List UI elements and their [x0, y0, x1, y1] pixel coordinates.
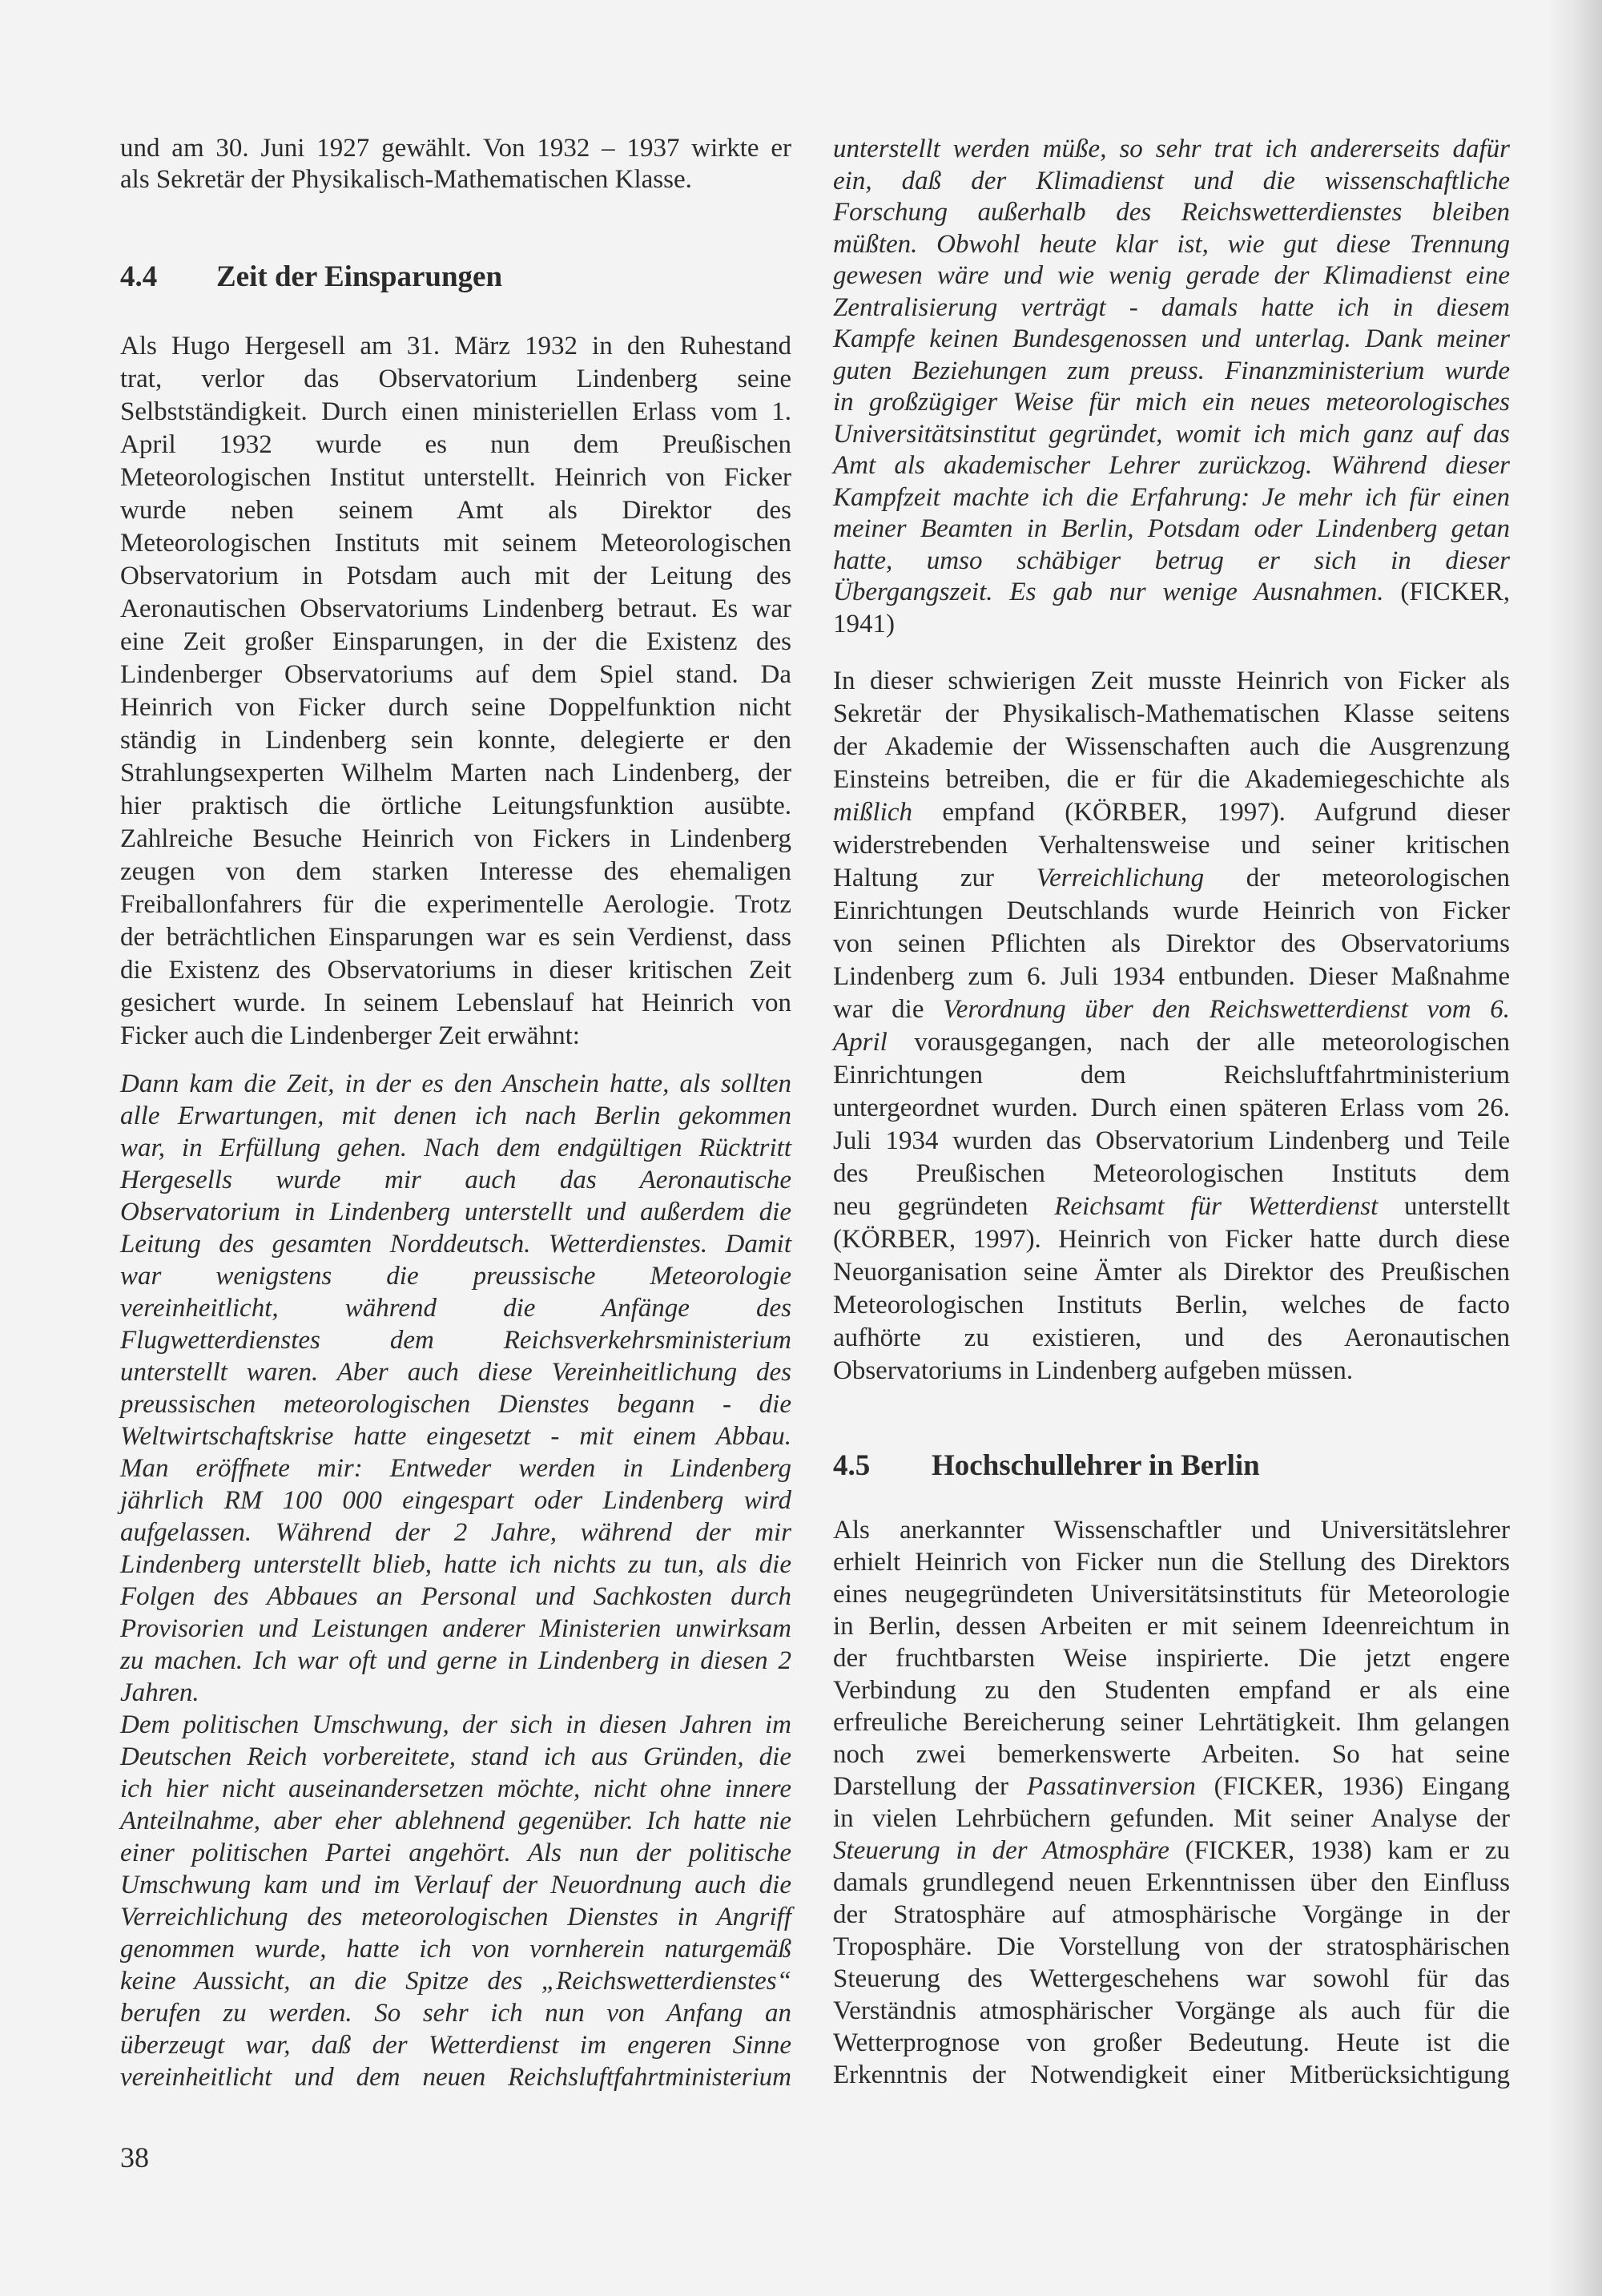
text-line: eine Zeit großer Einsparungen, in der die Existenz des: [120, 627, 791, 656]
emphasized-text: Passatinversion: [1026, 1772, 1196, 1801]
text-line: Verständnis atmosphärischer Vorgänge als auch für die: [833, 1996, 1510, 2025]
paragraph-einsparungen: [120, 330, 791, 1053]
text-line: Neuorganisation seine Ämter als Direktor des Preußischen: [833, 1258, 1510, 1287]
text-line: Erkenntnis der Notwendigkeit einer Mitberücksichtigung: [833, 2060, 1510, 2089]
text-line: in vielen Lehrbüchern gefunden. Mit seiner Analyse der: [833, 1804, 1510, 1833]
text-segment: (FICKER, 1938) kam er zu: [1169, 1836, 1510, 1865]
text-line: Lindenberg zum 6. Juli 1934 entbunden. Dieser Maßnahme: [833, 962, 1510, 991]
text-line: Kampfzeit machte ich die Erfahrung: Je mehr ich für einen: [833, 482, 1510, 512]
text-line: aufgelassen. Während der 2 Jahre, während der mir: [120, 1518, 791, 1547]
text-line: Zentralisierung verträgt - damals hatte ich in diesem: [833, 292, 1510, 322]
text-line: Weltwirtschaftskrise hatte eingesetzt - mit einem Abbau.: [120, 1422, 791, 1451]
text-line: damals grundlegend neuen Erkenntnissen über den Einfluss: [833, 1868, 1510, 1897]
text-line: [833, 609, 1510, 641]
section-heading-4-5: [833, 1448, 1510, 1484]
text-line: Sekretär der Physikalisch-Mathematischen Klasse seitens: [833, 699, 1510, 728]
text-line: vereinheitlicht, während die Anfänge des: [120, 1294, 791, 1323]
text-segment: Darstellung der: [833, 1772, 1027, 1801]
text-line: Troposphäre. Die Vorstellung von der stratosphärischen: [833, 1932, 1510, 1961]
text-line: [833, 1026, 1510, 1059]
text-line: Amt als akademischer Lehrer zurückzog. Während dieser: [833, 451, 1510, 480]
paragraph-intro: [120, 133, 791, 195]
text-line: [833, 1835, 1510, 1867]
text-segment: vorausgegangen, nach der alle meteorologischen: [887, 1028, 1510, 1057]
text-line: Lindenberg unterstellt blieb, hatte ich nichts zu tun, als die: [120, 1550, 791, 1579]
emphasized-text: 1941): [833, 609, 895, 638]
quote-ficker-part2: [120, 1709, 791, 2093]
text-line: Heinrich von Ficker durch seine Doppelfunktion nicht: [120, 693, 791, 722]
text-segment: neu gegründeten: [833, 1192, 1055, 1221]
paragraph-hochschullehrer: [833, 1514, 1510, 2091]
text-line: Meteorologischen Instituts mit seinem Meteorologischen: [120, 529, 791, 558]
text-line: alle Erwartungen, mit denen ich nach Berlin gekommen: [120, 1102, 791, 1130]
text-line: der Stratosphäre auf atmosphärische Vorgänge in der: [833, 1900, 1510, 1929]
text-line: in großzügiger Weise für mich ein neues meteorologisches: [833, 388, 1510, 417]
text-line: und am 30. Juni 1927 gewählt. Von 1932 – 1937 wirkte er: [120, 134, 791, 163]
text-line: berufen zu werden. So sehr ich nun von Anfang an: [120, 1999, 791, 2028]
text-line: Verbindung zu den Studenten empfand er als eine: [833, 1676, 1510, 1705]
text-line: Kampfe keinen Bundesgenossen und unterlag. Dank meiner: [833, 324, 1510, 353]
text-line: von seinen Pflichten als Direktor des Observatoriums: [833, 929, 1510, 958]
text-line: Umschwung kam und im Verlauf der Neuordnung auch die: [120, 1871, 791, 1899]
text-line: Meteorologischen Instituts Berlin, welches de facto: [833, 1291, 1510, 1319]
text-line: In dieser schwierigen Zeit musste Heinrich von Ficker als: [833, 667, 1510, 695]
text-line: war wenigstens die preussische Meteorologie: [120, 1262, 791, 1291]
text-line: untergeordnet wurden. Durch einen späteren Erlass vom 26.: [833, 1094, 1510, 1122]
text-line: erfreuliche Bereicherung seiner Lehrtätigkeit. Ihm gelangen: [833, 1708, 1510, 1737]
text-line: ich hier nicht auseinandersetzen möchte, nicht ohne innere: [120, 1774, 791, 1803]
text-line: Verreichlichung des meteorologischen Dienstes in Angriff: [120, 1903, 791, 1931]
text-line: guten Beziehungen zum preuss. Finanzministerium wurde: [833, 356, 1510, 385]
text-line: April 1932 wurde es nun dem Preußischen: [120, 430, 791, 459]
text-line: keine Aussicht, an die Spitze des „Reichswetterdienstes“: [120, 1967, 791, 1996]
text-line: Wetterprognose von großer Bedeutung. Heute ist die: [833, 2028, 1510, 2057]
text-line: einer politischen Partei angehört. Als nun der politische: [120, 1839, 791, 1867]
emphasized-text: April: [833, 1028, 888, 1057]
text-segment: Übergangszeit. Es gab nur wenige Ausnahmen.: [833, 578, 1384, 606]
page-number: 38: [120, 2141, 149, 2173]
text-line: Selbstständigkeit. Durch einen ministeriellen Erlass vom 1.: [120, 397, 791, 426]
quote-ficker-part1: [120, 1068, 791, 1709]
text-line: meiner Beamten in Berlin, Potsdam oder Lindenberg getan: [833, 514, 1510, 543]
text-line: Als anerkannter Wissenschaftler und Universitätslehrer: [833, 1516, 1510, 1545]
text-line: Aeronautischen Observatoriums Lindenberg betraut. Es war: [120, 594, 791, 623]
text-line: Folgen des Abbaues an Personal und Sachkosten durch: [120, 1582, 791, 1611]
text-line: Leitung des gesamten Norddeutsch. Wetterdienstes. Damit: [120, 1230, 791, 1259]
text-line: preussischen meteorologischen Dienstes begann - die: [120, 1390, 791, 1419]
section-title: Zeit der Einsparungen: [216, 260, 503, 293]
text-line: Steuerung des Wettergeschehens war sowohl für das: [833, 1964, 1510, 1993]
text-line: Hergesells wurde mir auch das Aeronautische: [120, 1166, 791, 1194]
text-line: Ficker auch die Lindenberger Zeit erwähnt:: [120, 1021, 580, 1050]
text-line: [833, 577, 1510, 609]
text-line: vereinheitlicht und dem neuen Reichsluftfahrtministerium: [120, 2063, 791, 2092]
text-line: jährlich RM 100 000 eingespart oder Lindenberg wird: [120, 1486, 791, 1515]
text-line: Einrichtungen dem Reichsluftfahrtministerium: [833, 1061, 1510, 1090]
text-line: Lindenberger Observatoriums auf dem Spiel stand. Da: [120, 660, 791, 689]
text-line: trat, verlor das Observatorium Lindenberg seine: [120, 365, 791, 393]
text-segment: der meteorologischen: [1204, 864, 1510, 892]
text-line: [833, 1770, 1510, 1803]
text-line: zeugen von dem starken Interesse des ehemaligen: [120, 857, 791, 886]
text-line: der beträchtlichen Einsparungen war es sein Verdienst, dass: [120, 923, 791, 952]
text-line: in Berlin, dessen Arbeiten er mit seinem Ideenreichtum in: [833, 1612, 1510, 1641]
text-line: Einrichtungen Deutschlands wurde Heinrich von Ficker: [833, 896, 1510, 925]
text-line: hatte, umso schäbiger betrug er sich in dieser: [833, 546, 1510, 575]
text-line: Meteorologischen Institut unterstellt. Heinrich von Ficker: [120, 463, 791, 492]
text-line: Dem politischen Umschwung, der sich in diesen Jahren im: [120, 1710, 791, 1739]
quote-ficker-continued: [833, 134, 1510, 640]
text-line: Provisorien und Leistungen anderer Ministerien unwirksam: [120, 1614, 791, 1643]
text-line: Einsteins betreiben, die er für die Akademiegeschichte als: [833, 765, 1510, 794]
text-segment: unterstellt: [1378, 1192, 1511, 1221]
text-line: der Akademie der Wissenschaften auch die Ausgrenzung: [833, 732, 1510, 761]
emphasized-text: Verreichlichung: [1036, 864, 1205, 892]
emphasized-text: mißlich: [833, 798, 912, 827]
text-line: eines neugegründeten Universitätsinstituts für Meteorologie: [833, 1580, 1510, 1609]
emphasized-text: Steuerung in der Atmosphäre: [833, 1836, 1169, 1865]
text-line: genommen wurde, hatte ich von vornherein naturgemäß: [120, 1935, 791, 1964]
text-line: die Existenz des Observatoriums in dieser kritischen Zeit: [120, 956, 791, 985]
text-line: Anteilnahme, aber eher ablehnend gegenüber. Ich hatte nie: [120, 1807, 791, 1835]
text-segment: war die: [833, 995, 944, 1024]
text-line: noch zwei bemerkenswerte Arbeiten. So hat seine: [833, 1740, 1510, 1769]
text-line: unterstellt werden müße, so sehr trat ich andererseits dafür: [833, 135, 1510, 163]
text-line: Jahren.: [120, 1678, 199, 1707]
section-heading-4-4: [120, 260, 791, 295]
emphasized-text: Reichsamt für Wetterdienst: [1054, 1192, 1379, 1221]
text-line: Flugwetterdienstes dem Reichsverkehrsministerium: [120, 1326, 791, 1355]
text-line: Strahlungsexperten Wilhelm Marten nach Lindenberg, der: [120, 759, 791, 787]
text-line: Man eröffnete mir: Entweder werden in Lindenberg: [120, 1454, 791, 1483]
text-line: Observatorium in Lindenberg unterstellt und außerdem die: [120, 1198, 791, 1227]
text-line: Deutschen Reich vorbereitete, stand ich aus Gründen, die: [120, 1742, 791, 1771]
text-segment: Haltung zur: [833, 864, 1036, 892]
text-line: überzeugt war, daß der Wetterdienst im engeren Sinne: [120, 2031, 791, 2060]
text-segment: (FICKER, 1936) Eingang: [1195, 1772, 1510, 1801]
text-line: [833, 862, 1510, 895]
text-line: wurde neben seinem Amt als Direktor des: [120, 496, 791, 525]
text-segment: empfand (KÖRBER, 1997). Aufgrund dieser: [912, 798, 1510, 827]
text-line: Juli 1934 wurden das Observatorium Lindenberg und Teile: [833, 1126, 1510, 1155]
emphasized-text: (FICKER,: [1383, 578, 1510, 606]
text-line: der fruchtbarsten Weise inspirierte. Die jetzt engere: [833, 1644, 1510, 1673]
text-line: des Preußischen Meteorologischen Instituts dem: [833, 1159, 1510, 1188]
text-line: hier praktisch die örtliche Leitungsfunktion ausübte.: [120, 792, 791, 820]
text-line: Observatorium in Potsdam auch mit der Leitung des: [120, 562, 791, 590]
section-title: Hochschullehrer in Berlin: [932, 1449, 1260, 1482]
text-line: unterstellt waren. Aber auch diese Vereinheitlichung des: [120, 1358, 791, 1387]
text-line: Zahlreiche Besuche Heinrich von Fickers in Lindenberg: [120, 824, 791, 853]
text-line: Observatoriums in Lindenberg aufgeben müssen.: [833, 1356, 1354, 1385]
text-line: (KÖRBER, 1997). Heinrich von Ficker hatte durch diese: [833, 1225, 1510, 1254]
text-line: Dann kam die Zeit, in der es den Anschein hatte, als sollten: [120, 1069, 791, 1098]
text-line: [833, 796, 1510, 829]
text-line: gesichert wurde. In seinem Lebenslauf hat Heinrich von: [120, 989, 791, 1017]
text-line: war, in Erfüllung gehen. Nach dem endgültigen Rücktritt: [120, 1134, 791, 1162]
text-line: als Sekretär der Physikalisch-Mathematischen Klasse.: [120, 165, 692, 194]
text-line: gewesen wäre und wie wenig gerade der Klimadienst eine: [833, 261, 1510, 290]
text-line: widerstrebenden Verhaltensweise und seiner kritischen: [833, 831, 1510, 860]
section-number: 4.4: [120, 260, 158, 293]
text-line: müßten. Obwohl heute klar ist, wie gut diese Trennung: [833, 229, 1510, 259]
text-line: zu machen. Ich war oft und gerne in Lindenberg in diesen 2: [120, 1646, 791, 1675]
text-line: [833, 993, 1510, 1026]
text-line: Freiballonfahrers für die experimentelle Aerologie. Trotz: [120, 890, 791, 919]
text-line: Als Hugo Hergesell am 31. März 1932 in den Ruhestand: [120, 332, 791, 361]
text-line: Forschung außerhalb des Reichswetterdienstes bleiben: [833, 198, 1510, 227]
text-line: erhielt Heinrich von Ficker nun die Stellung des Direktors: [833, 1548, 1510, 1577]
paragraph-schwierige-zeit: [833, 665, 1510, 1388]
text-line: ständig in Lindenberg sein konnte, delegierte er den: [120, 726, 791, 755]
emphasized-text: Verordnung über den Reichswetterdienst vom 6.: [943, 995, 1510, 1024]
text-line: ein, daß der Klimadienst und die wissenschaftliche: [833, 166, 1510, 195]
text-line: [833, 1190, 1510, 1223]
text-line: Universitätsinstitut gegründet, womit ich mich ganz auf das: [833, 419, 1510, 449]
text-line: aufhörte zu existieren, und des Aeronautischen: [833, 1323, 1510, 1352]
section-number: 4.5: [833, 1449, 871, 1482]
